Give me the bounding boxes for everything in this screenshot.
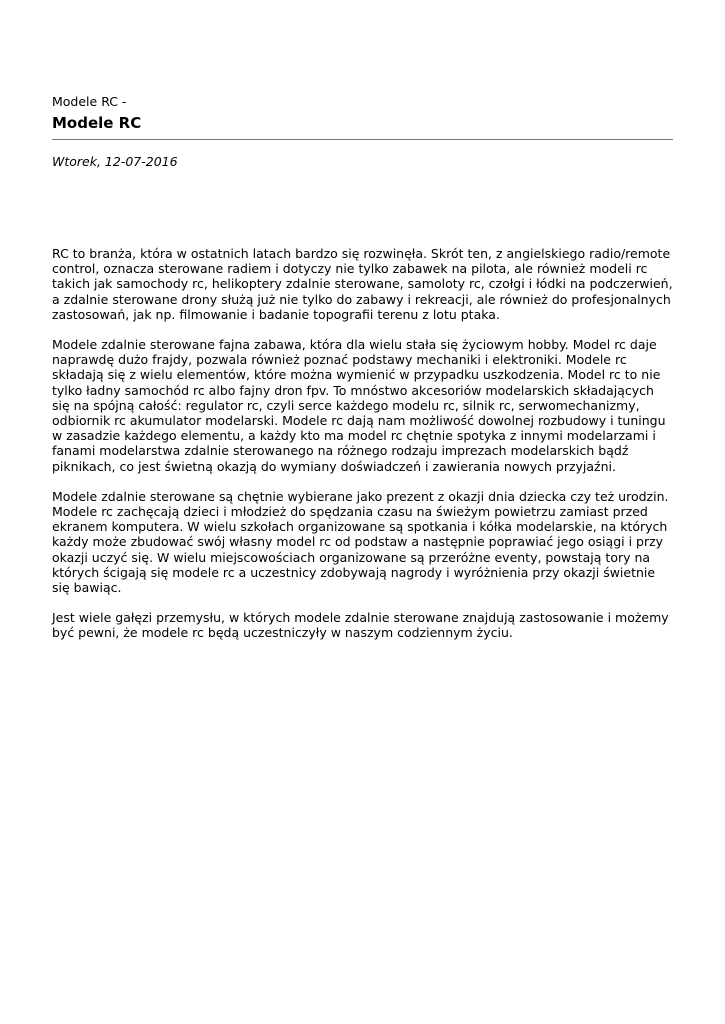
article-body xyxy=(52,246,673,641)
article-paragraph: RC to branża, która w ostatnich latach bardzo się rozwinęła. Skrót ten, z angielskiego radio/remote control, oznacza sterowane radiem i dotyczy nie tylko zabawek na pilota, ale również modeli rc takich jak samochody rc, helikoptery zdalnie sterowane, samoloty rc, czołgi i łódki na podczerwień, a zdalnie sterowane drony służą już nie tylko do zabawy i rekreacji, ale również do profesjonalnych zastosowań, jak np. filmowanie i badanie topografii terenu z lotu ptaka. xyxy=(52,246,673,322)
page-subtitle: Modele RC - xyxy=(52,94,127,109)
article-paragraph: Modele zdalnie sterowane są chętnie wybierane jako prezent z okazji dnia dziecka czy też urodzin. Modele rc zachęcają dzieci i młodzież do spędzania czasu na świeżym powietrzu zamiast przed ekranem komputera. W wielu szkołach organizowane są spotkania i kółka modelarskie, na których każdy może zbudować swój własny model rc od podstaw a następnie poprawiać jego osiągi i przy okazji uczyć się. W wielu miejscowościach organizowane są przeróżne eventy, powstają tory na których ścigają się modele rc a uczestnicy zdobywają nagrody i wyróżnienia przy okazji świetnie się bawiąc. xyxy=(52,488,669,596)
article-paragraph: Modele zdalnie sterowane fajna zabawa, która dla wielu stała się życiowym hobby. Model rc daje naprawdę dużo frajdy, pozwala również poznać podstawy mechaniki i elektroniki. Modele rc składają się z wielu elementów, które można wymienić w przypadku uszkodzenia. Model rc to nie tylko ładny samochód rc albo fajny dron fpv. To mnóstwo akcesoriów modelarskich składających się na spójną całość: regulator rc, czyli serce każdego modelu rc, silnik rc, serwomechanizmy, odbiornik rc akumulator modelarski. Modele rc dają nam możliwość dowolnej rozbudowy i tuningu w zasadzie każdego elementu, a każdy kto ma model rc chętnie spotyka z innymi modelarzami i fanami modelarstwa zdalnie sterowanego na różnego rodzaju imprezach modelarskich bądź piknikach, co jest świetną okazją do wymiany doświadczeń i zawierania nowych przyjaźni. xyxy=(52,337,666,474)
page-title: Modele RC xyxy=(52,114,142,132)
title-divider xyxy=(52,139,673,140)
document-page xyxy=(52,94,673,656)
publish-date: Wtorek, 12-07-2016 xyxy=(52,154,178,169)
article-paragraph: Jest wiele gałęzi przemysłu, w których modele zdalnie sterowane znajdują zastosowanie i możemy być pewni, że modele rc będą uczestniczyły w naszym codziennym życiu. xyxy=(52,610,669,641)
